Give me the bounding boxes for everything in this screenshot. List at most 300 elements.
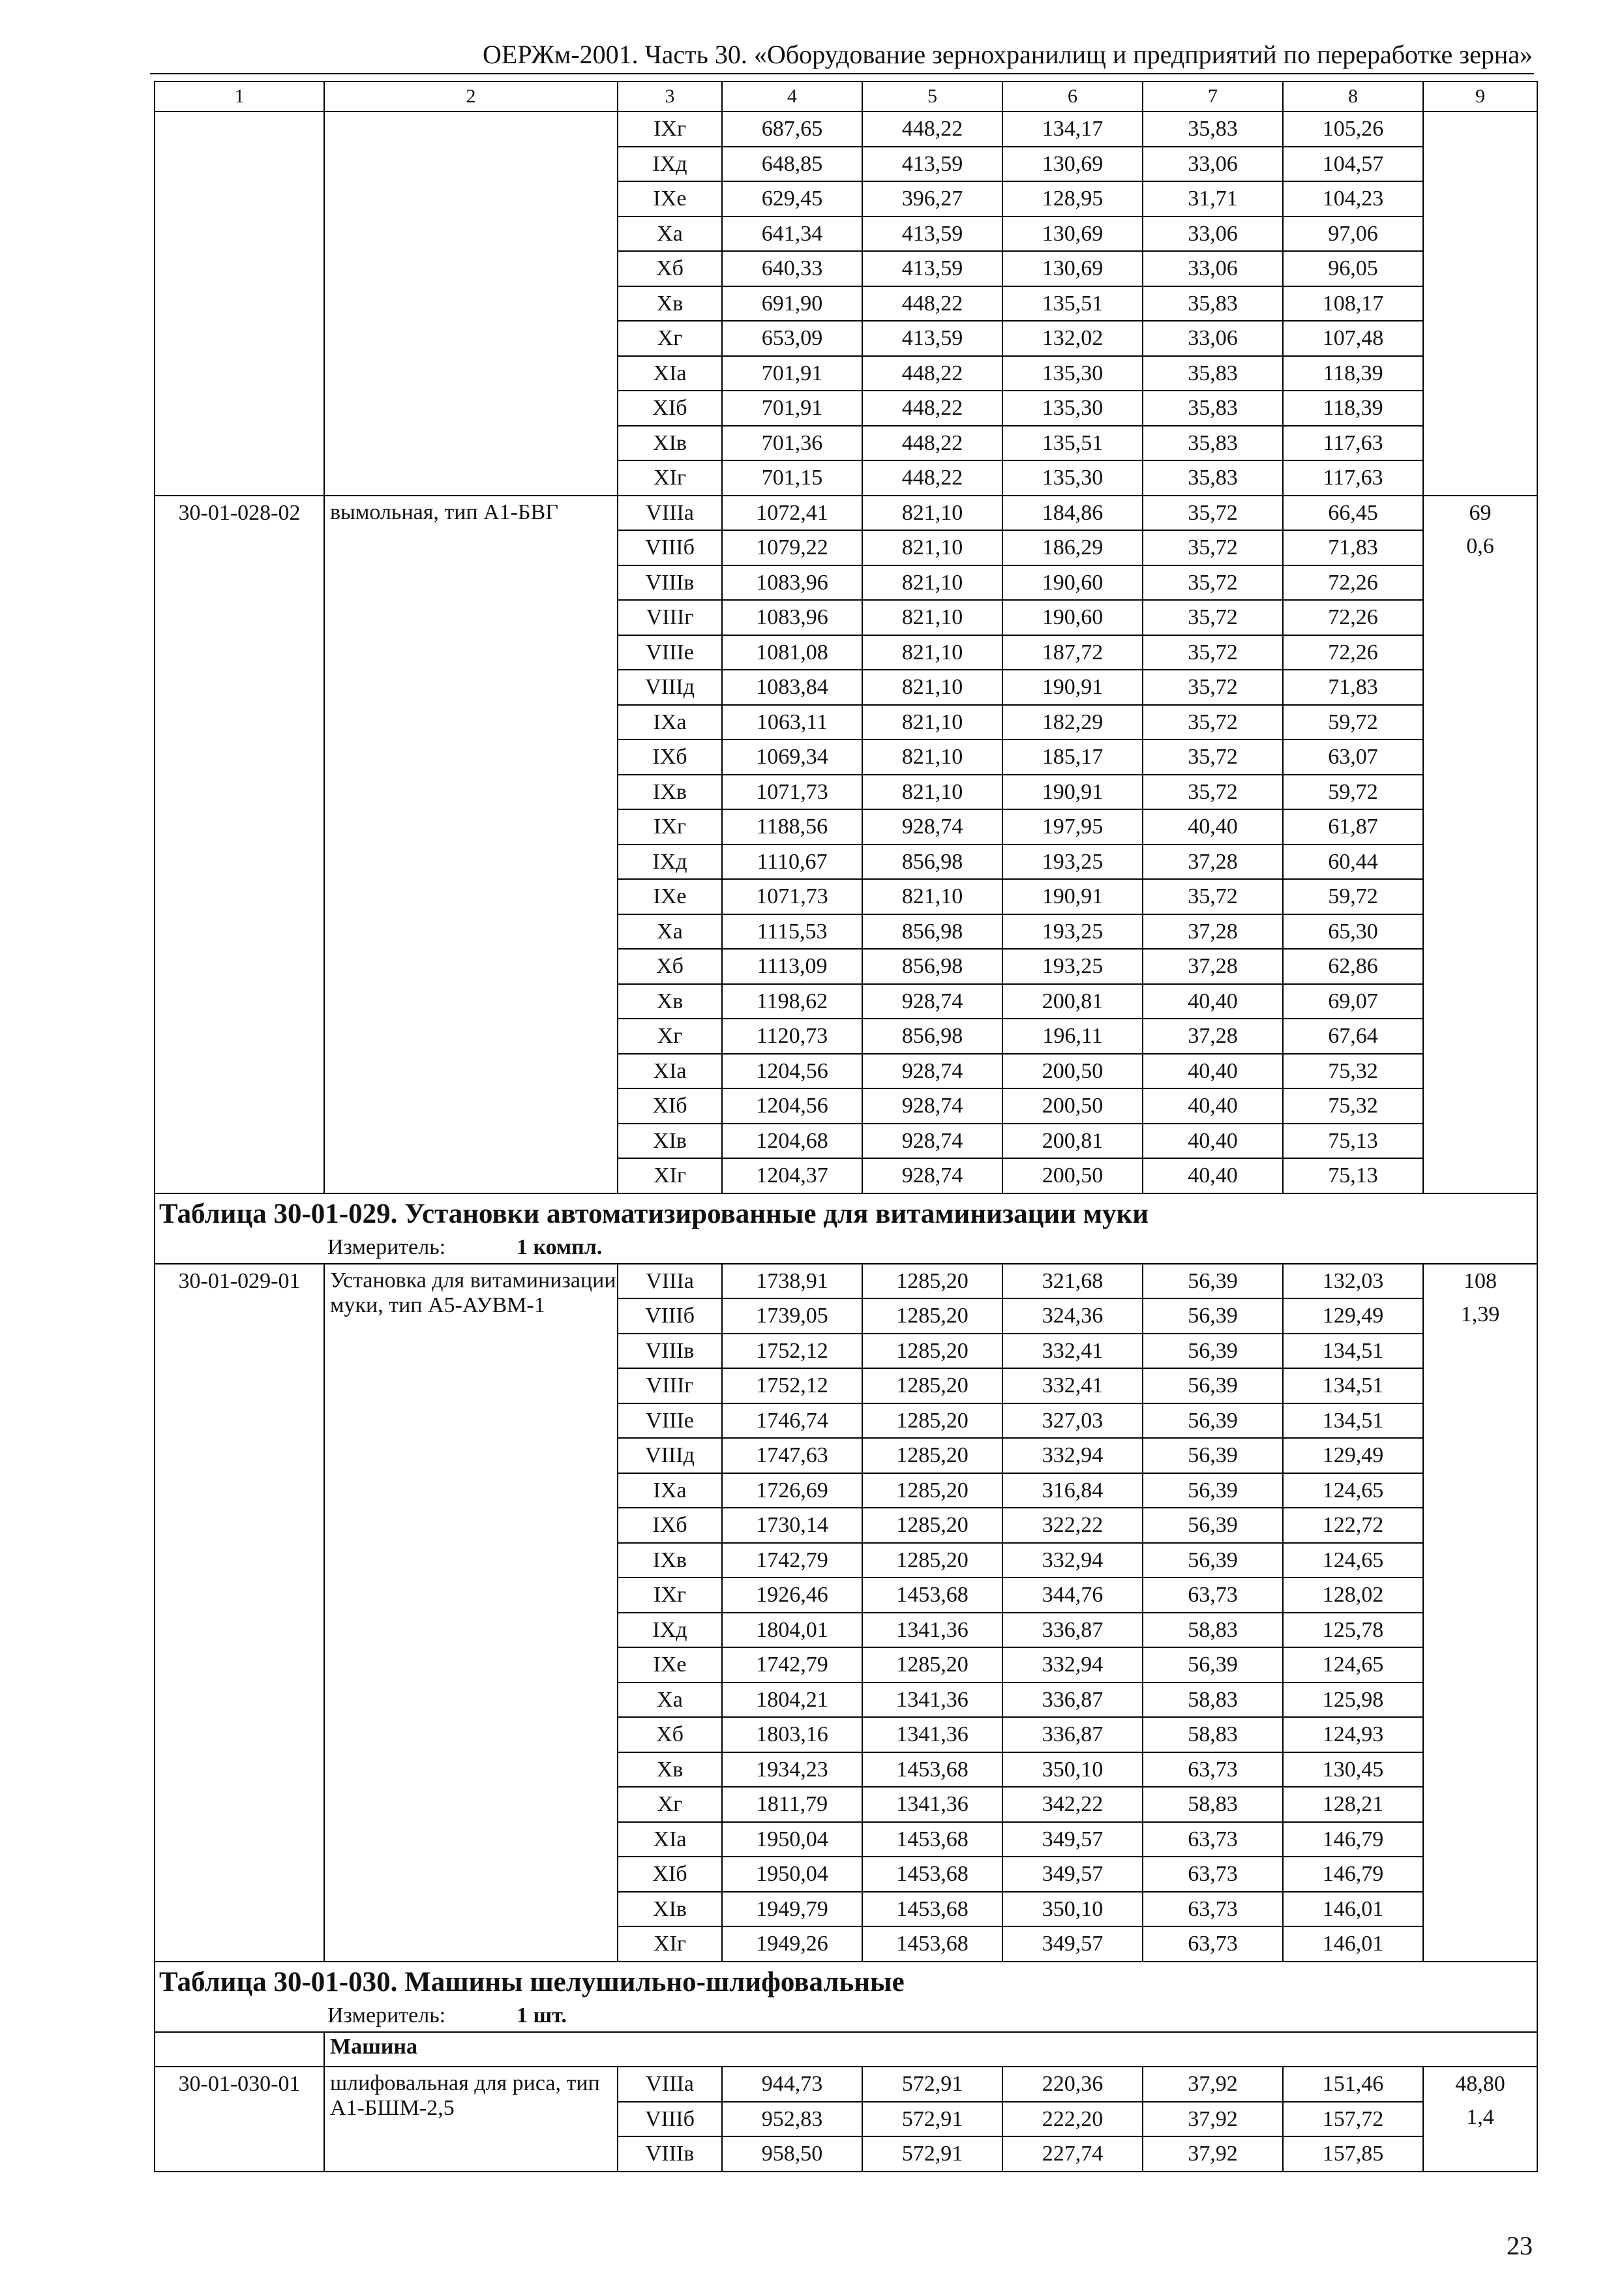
table-cell: 349,57 [1002, 1926, 1143, 1962]
table-cell: 396,27 [862, 181, 1002, 217]
table-cell: 65,30 [1283, 914, 1423, 950]
table-cell: 413,59 [862, 217, 1002, 252]
table-cell: 37,28 [1143, 949, 1283, 984]
table-cell: 821,10 [862, 740, 1002, 775]
measure-label: Измеритель: [327, 1234, 446, 1259]
table-cell: XIг [618, 460, 722, 496]
table-cell: 40,40 [1143, 1124, 1283, 1159]
table-cell: 56,39 [1143, 1438, 1283, 1473]
table-cell: VIIIб [618, 530, 722, 565]
table-cell: 1285,20 [862, 1543, 1002, 1578]
table-cell: 56,39 [1143, 1368, 1283, 1403]
table-cell: XIб [618, 391, 722, 426]
table-cell: Xг [618, 1019, 722, 1054]
table-cell: 151,46 [1283, 2067, 1423, 2102]
table-cell: 187,72 [1002, 635, 1143, 670]
column-number: 5 [862, 82, 1002, 112]
table-cell: 56,39 [1143, 1334, 1283, 1369]
table-cell: 75,32 [1283, 1054, 1423, 1089]
table-cell: 701,36 [722, 426, 862, 461]
table-cell: 349,57 [1002, 1822, 1143, 1857]
table-cell: IXв [618, 1543, 722, 1578]
table-cell: 40,40 [1143, 984, 1283, 1019]
table-cell: Xв [618, 1752, 722, 1788]
table-cell: 1083,96 [722, 600, 862, 635]
table-cell: 31,71 [1143, 181, 1283, 217]
table-cell: 33,06 [1143, 147, 1283, 182]
table-cell: 125,98 [1283, 1683, 1423, 1718]
table-cell: 72,26 [1283, 635, 1423, 670]
table-cell: 56,39 [1143, 1508, 1283, 1543]
table-cell: 640,33 [722, 251, 862, 286]
table-cell: 37,28 [1143, 914, 1283, 950]
table-cell: 132,03 [1283, 1264, 1423, 1299]
table-cell: 413,59 [862, 321, 1002, 356]
table-row [155, 496, 1537, 531]
table-cell: 37,92 [1143, 2102, 1283, 2137]
table-cell: IXе [618, 1647, 722, 1683]
table-cell: 1453,68 [862, 1822, 1002, 1857]
table-cell: Xб [618, 949, 722, 984]
table-cell: VIIIв [618, 565, 722, 601]
table-cell: 413,59 [862, 147, 1002, 182]
table-cell: IXа [618, 1473, 722, 1508]
table-cell: 107,48 [1283, 321, 1423, 356]
table-cell: 200,81 [1002, 984, 1143, 1019]
table-cell: 196,11 [1002, 1019, 1143, 1054]
table-cell: 350,10 [1002, 1892, 1143, 1927]
col9-value: 108 [1464, 1268, 1497, 1293]
table-cell: 222,20 [1002, 2102, 1143, 2137]
table-cell: VIIIа [618, 1264, 722, 1299]
table-row [155, 2067, 1537, 2102]
table-cell: 40,40 [1143, 1158, 1283, 1193]
table-cell: 448,22 [862, 460, 1002, 496]
table-cell: VIIIд [618, 670, 722, 705]
name-cell: шлифовальная для риса, тип А1-БШМ-2,5 [324, 2067, 618, 2172]
table-cell: Xб [618, 1717, 722, 1752]
table-cell: VIIIб [618, 2102, 722, 2137]
measure-value: 1 компл. [517, 1234, 603, 1259]
table-cell: 928,74 [862, 1054, 1002, 1089]
table-cell: 40,40 [1143, 1088, 1283, 1124]
table-cell: 122,72 [1283, 1508, 1423, 1543]
name-cell: вымольная, тип А1-БВГ [324, 496, 618, 1193]
table-cell: 344,76 [1002, 1578, 1143, 1613]
table-cell: 56,39 [1143, 1403, 1283, 1439]
column-number: 1 [155, 82, 324, 112]
table-cell: 316,84 [1002, 1473, 1143, 1508]
table-cell: 821,10 [862, 670, 1002, 705]
table-cell: 185,17 [1002, 740, 1143, 775]
table-cell: 63,07 [1283, 740, 1423, 775]
table-cell: 35,72 [1143, 879, 1283, 914]
table-cell: 928,74 [862, 1124, 1002, 1159]
table-cell: 35,72 [1143, 496, 1283, 531]
table-cell: 1063,11 [722, 705, 862, 740]
table-cell: 63,73 [1143, 1578, 1283, 1613]
table-cell: 1811,79 [722, 1787, 862, 1822]
column-number: 8 [1283, 82, 1423, 112]
page-number: 23 [1507, 2231, 1533, 2260]
table-cell: 1198,62 [722, 984, 862, 1019]
table-cell: 1285,20 [862, 1298, 1002, 1334]
column-number: 3 [618, 82, 722, 112]
table-cell: 62,86 [1283, 949, 1423, 984]
table-cell: IXе [618, 879, 722, 914]
table-cell: 332,94 [1002, 1438, 1143, 1473]
table-cell: 135,30 [1002, 391, 1143, 426]
column-number: 2 [324, 82, 618, 112]
table-cell: VIIIг [618, 600, 722, 635]
table-cell: 349,57 [1002, 1857, 1143, 1892]
table-cell: 63,73 [1143, 1892, 1283, 1927]
group-code-empty [155, 2032, 324, 2067]
table-cell: 37,28 [1143, 1019, 1283, 1054]
table-cell: 40,40 [1143, 1054, 1283, 1089]
table-cell: 1752,12 [722, 1368, 862, 1403]
table-cell: 200,50 [1002, 1088, 1143, 1124]
table-cell: 821,10 [862, 600, 1002, 635]
table-cell: 332,41 [1002, 1368, 1143, 1403]
table-cell: 157,72 [1283, 2102, 1423, 2137]
table-cell: 58,83 [1143, 1787, 1283, 1822]
table-cell: 448,22 [862, 391, 1002, 426]
table-cell: 129,49 [1283, 1298, 1423, 1334]
table-cell: 1285,20 [862, 1473, 1002, 1508]
table-cell: 63,73 [1143, 1752, 1283, 1788]
table-cell: Xв [618, 286, 722, 322]
table-cell: 130,69 [1002, 217, 1143, 252]
table-cell: 1204,68 [722, 1124, 862, 1159]
table-cell: 1950,04 [722, 1857, 862, 1892]
table-cell: 821,10 [862, 705, 1002, 740]
table-cell: 1934,23 [722, 1752, 862, 1788]
table-cell: VIIIв [618, 1334, 722, 1369]
table-cell: 33,06 [1143, 217, 1283, 252]
table-cell: 572,91 [862, 2102, 1002, 2137]
table-cell: 928,74 [862, 1158, 1002, 1193]
table-cell: 125,78 [1283, 1613, 1423, 1648]
table-cell: 132,02 [1002, 321, 1143, 356]
table-cell: 1285,20 [862, 1508, 1002, 1543]
table-cell: 821,10 [862, 775, 1002, 810]
table-cell: 1453,68 [862, 1578, 1002, 1613]
table-cell: 1113,09 [722, 949, 862, 984]
table-cell: 157,85 [1283, 2136, 1423, 2172]
table-cell: XIа [618, 1822, 722, 1857]
table-cell: 117,63 [1283, 460, 1423, 496]
column-number: 4 [722, 82, 862, 112]
table-cell: 56,39 [1143, 1543, 1283, 1578]
table-cell: 35,72 [1143, 705, 1283, 740]
table-cell: IXе [618, 181, 722, 217]
col9-cell [1423, 2067, 1537, 2172]
table-row [155, 1264, 1537, 1299]
table-cell: 1204,56 [722, 1054, 862, 1089]
table-cell: 321,68 [1002, 1264, 1143, 1299]
table-title-row [155, 1193, 1537, 1234]
table-cell: 220,36 [1002, 2067, 1143, 2102]
table-cell: 1285,20 [862, 1403, 1002, 1439]
table-cell: 856,98 [862, 1019, 1002, 1054]
table-cell: 35,83 [1143, 426, 1283, 461]
table-cell: 1804,01 [722, 1613, 862, 1648]
table-cell: 124,65 [1283, 1473, 1423, 1508]
table-cell: 72,26 [1283, 600, 1423, 635]
table-cell: 35,72 [1143, 530, 1283, 565]
table-cell: 856,98 [862, 845, 1002, 880]
table-cell: 35,83 [1143, 391, 1283, 426]
header-rule [150, 73, 1534, 74]
measure-value: 1 шт. [517, 2003, 567, 2027]
table-cell: 448,22 [862, 356, 1002, 391]
table-cell: 336,87 [1002, 1683, 1143, 1718]
table-cell: 928,74 [862, 1088, 1002, 1124]
table-cell: 193,25 [1002, 914, 1143, 950]
table-cell: 1079,22 [722, 530, 862, 565]
table-cell: 1071,73 [722, 879, 862, 914]
table-cell: 97,06 [1283, 217, 1423, 252]
code-cell: 30-01-030-01 [155, 2067, 324, 2172]
table-cell: 944,73 [722, 2067, 862, 2102]
table-cell: 67,64 [1283, 1019, 1423, 1054]
table-cell: 653,09 [722, 321, 862, 356]
table-cell: 1803,16 [722, 1717, 862, 1752]
table-cell: 135,30 [1002, 356, 1143, 391]
col9-value: 48,80 [1455, 2072, 1505, 2096]
table-cell: VIIIг [618, 1368, 722, 1403]
table-cell: 1069,34 [722, 740, 862, 775]
table-cell: XIа [618, 356, 722, 391]
table-cell: VIIIа [618, 496, 722, 531]
table-cell: 1115,53 [722, 914, 862, 950]
table-cell: 448,22 [862, 112, 1002, 147]
table-cell: 186,29 [1002, 530, 1143, 565]
group-label: Машина [324, 2032, 1537, 2067]
table-cell: 146,01 [1283, 1892, 1423, 1927]
measure-cell [155, 2003, 1537, 2032]
column-numbers-row [155, 82, 1537, 112]
rates-table [154, 81, 1538, 2172]
table-cell: 146,79 [1283, 1857, 1423, 1892]
table-cell: 322,22 [1002, 1508, 1143, 1543]
table-cell: 572,91 [862, 2067, 1002, 2102]
table-cell: 350,10 [1002, 1752, 1143, 1788]
table-cell: 193,25 [1002, 949, 1143, 984]
table-cell: VIIIб [618, 1298, 722, 1334]
table-cell: 448,22 [862, 286, 1002, 322]
table-cell: 146,01 [1283, 1926, 1423, 1962]
table-cell: 184,86 [1002, 496, 1143, 531]
table-cell: 572,91 [862, 2136, 1002, 2172]
table-cell: 197,95 [1002, 809, 1143, 845]
table-cell: 108,17 [1283, 286, 1423, 322]
table-cell: 200,50 [1002, 1054, 1143, 1089]
name-cell: Установка для витаминизации муки, тип А5-АУВМ-1 [324, 1264, 618, 1962]
table-cell: 56,39 [1143, 1473, 1283, 1508]
table-cell: 134,51 [1283, 1403, 1423, 1439]
table-cell: 1949,79 [722, 1892, 862, 1927]
table-cell: 190,60 [1002, 600, 1143, 635]
table-cell: 1285,20 [862, 1647, 1002, 1683]
table-cell: 56,39 [1143, 1298, 1283, 1334]
table-cell: XIа [618, 1054, 722, 1089]
table-cell: 75,13 [1283, 1158, 1423, 1193]
table-cell: 130,45 [1283, 1752, 1423, 1788]
table-cell: 821,10 [862, 530, 1002, 565]
table-cell: 128,95 [1002, 181, 1143, 217]
table-cell: 96,05 [1283, 251, 1423, 286]
table-cell: 928,74 [862, 984, 1002, 1019]
table-cell: 66,45 [1283, 496, 1423, 531]
table-cell: IXд [618, 1613, 722, 1648]
table-cell: 327,03 [1002, 1403, 1143, 1439]
table-cell: 1949,26 [722, 1926, 862, 1962]
table-cell: XIг [618, 1158, 722, 1193]
table-cell: 1726,69 [722, 1473, 862, 1508]
table-cell: 701,91 [722, 391, 862, 426]
table-cell: 821,10 [862, 496, 1002, 531]
table-cell: Xа [618, 1683, 722, 1718]
table-cell: 134,51 [1283, 1334, 1423, 1369]
table-cell: 104,57 [1283, 147, 1423, 182]
measure-row [155, 2003, 1537, 2032]
table-cell: 336,87 [1002, 1613, 1143, 1648]
table-cell: IXг [618, 112, 722, 147]
table-cell: 856,98 [862, 949, 1002, 984]
table-title: Таблица 30-01-030. Машины шелушильно-шлифовальные [155, 1962, 1537, 2003]
table-cell: Xа [618, 217, 722, 252]
table-row [155, 112, 1537, 147]
table-cell: Xб [618, 251, 722, 286]
col9-value: 1,4 [1466, 2105, 1494, 2129]
table-cell: 60,44 [1283, 845, 1423, 880]
table-cell: 146,79 [1283, 1822, 1423, 1857]
table-cell: 35,83 [1143, 356, 1283, 391]
table-cell: 1285,20 [862, 1368, 1002, 1403]
table-cell: 1188,56 [722, 809, 862, 845]
table-cell: 59,72 [1283, 775, 1423, 810]
table-cell: 130,69 [1002, 251, 1143, 286]
table-cell: 124,93 [1283, 1717, 1423, 1752]
table-cell: 1804,21 [722, 1683, 862, 1718]
table-cell: 701,15 [722, 460, 862, 496]
code-cell-empty [155, 112, 324, 496]
table-cell: VIIIа [618, 2067, 722, 2102]
table-cell: 193,25 [1002, 845, 1143, 880]
table-cell: 1746,74 [722, 1403, 862, 1439]
column-number: 6 [1002, 82, 1143, 112]
table-cell: 128,21 [1283, 1787, 1423, 1822]
table-cell: 448,22 [862, 426, 1002, 461]
table-cell: 58,83 [1143, 1717, 1283, 1752]
col9-cell [1423, 1264, 1537, 1962]
table-cell: XIб [618, 1857, 722, 1892]
col9-cell [1423, 496, 1537, 1193]
table-cell: 701,91 [722, 356, 862, 391]
table-cell: 75,32 [1283, 1088, 1423, 1124]
table-cell: 182,29 [1002, 705, 1143, 740]
column-number: 9 [1423, 82, 1537, 112]
table-cell: 1950,04 [722, 1822, 862, 1857]
table-cell: 118,39 [1283, 391, 1423, 426]
table-cell: 1730,14 [722, 1508, 862, 1543]
table-cell: 124,65 [1283, 1647, 1423, 1683]
table-cell: 124,65 [1283, 1543, 1423, 1578]
table-cell: 1081,08 [722, 635, 862, 670]
table-cell: 118,39 [1283, 356, 1423, 391]
table-cell: 130,69 [1002, 147, 1143, 182]
table-cell: 1742,79 [722, 1647, 862, 1683]
table-cell: XIб [618, 1088, 722, 1124]
table-cell: 35,83 [1143, 286, 1283, 322]
table-cell: 58,83 [1143, 1613, 1283, 1648]
table-cell: 105,26 [1283, 112, 1423, 147]
table-cell: 687,65 [722, 112, 862, 147]
col9-value: 0,6 [1466, 533, 1494, 558]
table-cell: 61,87 [1283, 809, 1423, 845]
table-cell: 641,34 [722, 217, 862, 252]
table-cell: 336,87 [1002, 1717, 1143, 1752]
table-cell: 342,22 [1002, 1787, 1143, 1822]
table-cell: VIIIд [618, 1438, 722, 1473]
measure-row [155, 1234, 1537, 1264]
table-cell: 1072,41 [722, 496, 862, 531]
table-cell: 821,10 [862, 879, 1002, 914]
table-cell: 1341,36 [862, 1787, 1002, 1822]
table-cell: VIIIе [618, 635, 722, 670]
table-cell: 1341,36 [862, 1613, 1002, 1648]
table-cell: 952,83 [722, 2102, 862, 2137]
table-cell: 129,49 [1283, 1438, 1423, 1473]
table-cell: 40,40 [1143, 809, 1283, 845]
table-cell: 200,81 [1002, 1124, 1143, 1159]
measure-label: Измеритель: [327, 2003, 446, 2027]
col9-value: 69 [1469, 500, 1492, 525]
table-cell: 1120,73 [722, 1019, 862, 1054]
col9-cell-empty [1423, 112, 1537, 496]
table-cell: 33,06 [1143, 321, 1283, 356]
table-cell: 691,90 [722, 286, 862, 322]
table-cell: 63,73 [1143, 1926, 1283, 1962]
table-cell: 58,83 [1143, 1683, 1283, 1718]
table-cell: 1341,36 [862, 1683, 1002, 1718]
table-cell: 190,91 [1002, 775, 1143, 810]
table-cell: 75,13 [1283, 1124, 1423, 1159]
code-cell: 30-01-028-02 [155, 496, 324, 1193]
table-cell: 1204,37 [722, 1158, 862, 1193]
table-cell: 71,83 [1283, 670, 1423, 705]
table-cell: 35,72 [1143, 670, 1283, 705]
table-cell: 1341,36 [862, 1717, 1002, 1752]
table-cell: 135,51 [1002, 286, 1143, 322]
table-cell: Xг [618, 321, 722, 356]
table-cell: 413,59 [862, 251, 1002, 286]
table-cell: 1071,73 [722, 775, 862, 810]
code-cell: 30-01-029-01 [155, 1264, 324, 1962]
table-cell: 648,85 [722, 147, 862, 182]
table-cell: VIIIе [618, 1403, 722, 1439]
table-cell: 1453,68 [862, 1752, 1002, 1788]
group-row [155, 2032, 1537, 2067]
table-cell: 190,91 [1002, 879, 1143, 914]
table-cell: 821,10 [862, 565, 1002, 601]
table-cell: 332,94 [1002, 1647, 1143, 1683]
table-cell: VIIIв [618, 2136, 722, 2172]
table-cell: 227,74 [1002, 2136, 1143, 2172]
table-cell: Xа [618, 914, 722, 950]
